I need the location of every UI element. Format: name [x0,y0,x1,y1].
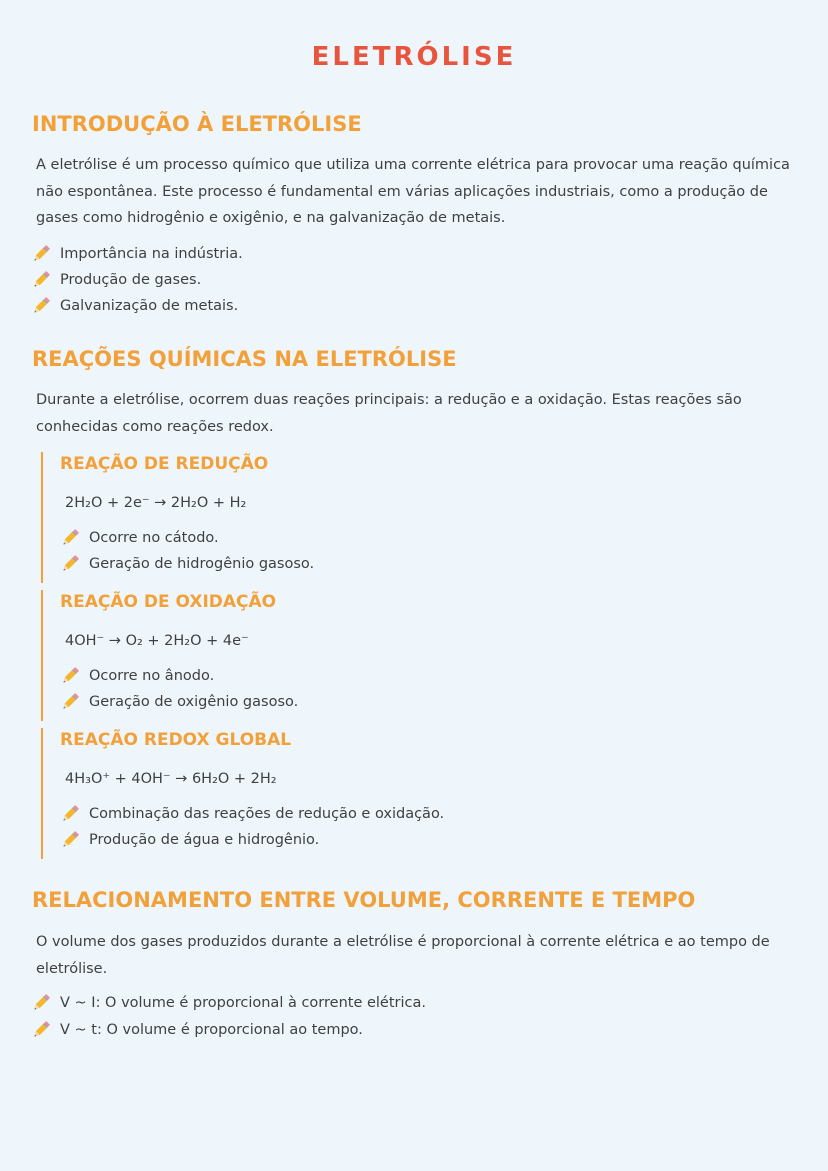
pencil-icon [59,665,81,687]
redox-heading: REAÇÃO REDOX GLOBAL [60,730,292,750]
list-item-text: Ocorre no cátodo. [89,530,219,546]
list-item [30,1017,363,1043]
list-item-text: Importância na indústria. [60,246,243,262]
pencil-icon [59,553,81,575]
oxidation-heading: REAÇÃO DE OXIDAÇÃO [60,592,277,612]
relation-paragraph-line: eletrólise. [36,960,108,977]
list-item [30,241,243,267]
intro-paragraph-line: A eletrólise é um processo químico que utiliza uma corrente elétrica para provocar uma reação química [36,157,790,173]
list-item-text: Produção de gases. [60,272,202,288]
section-heading-reactions: REAÇÕES QUÍMICAS NA ELETRÓLISE [32,347,457,371]
list-item-text: Galvanização de metais. [60,298,239,314]
list-item-text: V ~ I: O volume é proporcional à corrente elétrica. [60,995,426,1011]
list-item [59,525,219,551]
list-item [59,551,314,577]
pencil-icon [30,295,52,317]
list-item-text: Geração de hidrogênio gasoso. [89,556,315,572]
pencil-icon [59,527,81,549]
oxidation-block [41,590,783,721]
reduction-equation: 2H₂O + 2e⁻ → 2H₂O + H₂ [65,495,247,511]
list-item [30,267,201,293]
relation-paragraph-line: O volume dos gases produzidos durante a eletrólise é proporcional à corrente elétrica e ao tempo de [36,934,770,950]
reactions-paragraph [36,387,796,440]
list-item [59,801,444,827]
intro-paragraph [36,152,796,232]
pencil-icon [30,243,52,265]
list-item-text: Produção de água e hidrogênio. [89,832,320,848]
pencil-icon [30,269,52,291]
list-item [59,827,319,853]
section-heading-intro: INTRODUÇÃO À ELETRÓLISE [32,112,362,136]
pencil-icon [30,1019,52,1041]
list-item [30,990,426,1016]
redox-equation: 4H₃O⁺ + 4OH⁻ → 6H₂O + 2H₂ [65,771,277,787]
pencil-icon [59,829,81,851]
oxidation-equation: 4OH⁻ → O₂ + 2H₂O + 4e⁻ [65,633,249,649]
list-item [59,663,214,689]
list-item-text: Combinação das reações de redução e oxidação. [89,806,445,822]
pencil-icon [59,691,81,713]
list-item-text: Geração de oxigênio gasoso. [89,694,299,710]
reactions-paragraph-line: Durante a eletrólise, ocorrem duas reações principais: a redução e a oxidação. Estas reações são [36,392,742,408]
redox-block [41,728,783,859]
reduction-block [41,452,783,583]
list-item [59,689,298,715]
reactions-paragraph-line: conhecidas como reações redox. [36,418,274,435]
list-item-text: V ~ t: O volume é proporcional ao tempo. [60,1022,363,1038]
page-title: ELETRÓLISE [311,42,517,72]
intro-paragraph-line: gases como hidrogênio e oxigênio, e na galvanização de metais. [36,210,506,226]
reduction-heading: REAÇÃO DE REDUÇÃO [60,454,269,474]
intro-paragraph-line: não espontânea. Este processo é fundamental em várias aplicações industriais, como a produção de [36,183,768,200]
list-item [30,293,238,319]
list-item-text: Ocorre no ânodo. [89,668,215,684]
relation-paragraph [36,929,796,982]
section-heading-relation: RELACIONAMENTO ENTRE VOLUME, CORRENTE E TEMPO [32,888,696,912]
pencil-icon [30,992,52,1014]
pencil-icon [59,803,81,825]
